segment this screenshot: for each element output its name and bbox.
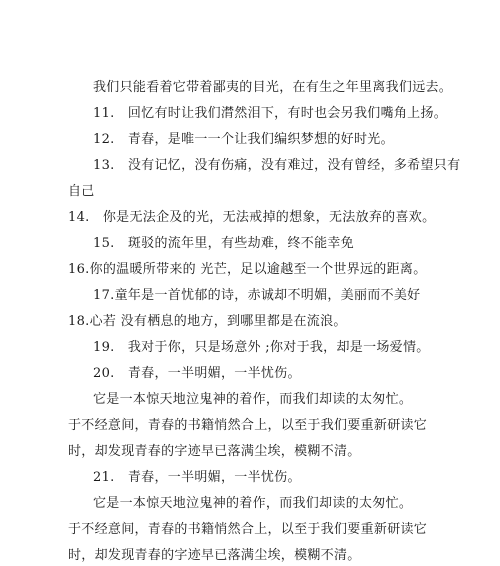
text-line-item-20-body-3: 时，却发现青春的字迹早已落满尘埃，模糊不清。 — [68, 444, 361, 459]
text-line-item-21-body-3: 时，却发现青春的字迹早已落满尘埃，模糊不清。 — [68, 548, 361, 563]
text-line-continuation: 我们只能看着它带着鄙夷的目光，在有生之年里离我们远去。 — [93, 80, 453, 95]
text-line-item-20: 20. 青春，一半明媚，一半忧伤。 — [93, 366, 301, 381]
text-line-item-21-body-2: 于不经意间，青春的书籍悄然合上，以至于我们要重新研读它 — [68, 522, 428, 537]
text-line-item-19: 19. 我对于你，只是场意外 ;你对于我，却是一场爱情。 — [93, 340, 430, 355]
text-line-item-21-body-1: 它是一本惊天地泣鬼神的着作，而我们却读的太匆忙。 — [93, 496, 413, 511]
text-line-item-16: 16.你的温暖所带来的 光芒，足以逾越至一个世界远的距离。 — [68, 262, 427, 277]
text-line-item-20-body-1: 它是一本惊天地泣鬼神的着作，而我们却读的太匆忙。 — [93, 392, 413, 407]
text-line-item-13: 13. 没有记忆，没有伤痛，没有难过，没有曾经，多希望只有 — [93, 158, 461, 173]
text-line-item-11: 11. 回忆有时让我们潸然泪下，有时也会另我们嘴角上扬。 — [93, 106, 448, 121]
text-line-item-21: 21. 青春，一半明媚，一半忧伤。 — [93, 470, 301, 485]
text-line-item-13-wrap: 自己 — [68, 184, 95, 199]
text-line-item-14: 14. 你是无法企及的光，无法戒掉的想象，无法放弃的喜欢。 — [68, 210, 436, 225]
text-line-item-17: 17.童年是一首忧郁的诗，赤诚却不明媚，美丽而不美好 — [93, 288, 421, 303]
text-line-item-20-body-2: 于不经意间，青春的书籍悄然合上，以至于我们要重新研读它 — [68, 418, 428, 433]
text-line-item-18: 18.心若 没有栖息的地方，到哪里都是在流浪。 — [68, 314, 347, 329]
text-line-item-12: 12. 青春，是唯一一个让我们编织梦想的好时光。 — [93, 132, 394, 147]
text-line-item-15: 15. 斑驳的流年里，有些劫难，终不能幸免 — [93, 236, 354, 251]
